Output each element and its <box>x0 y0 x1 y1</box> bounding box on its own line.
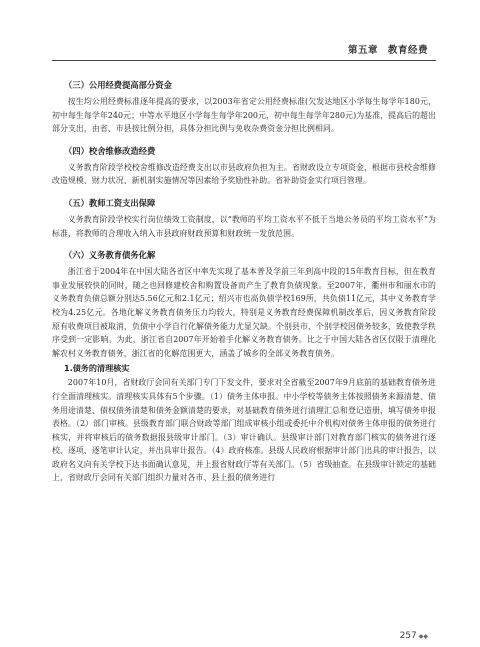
section-heading: （四）校舍维修改造经费 <box>64 145 156 156</box>
page-content <box>52 70 436 485</box>
page-footer <box>400 631 428 641</box>
header-rule <box>52 60 436 61</box>
paragraph: 浙江省于2004年在中国大陆各省区中率先实现了基本普及学前三年到高中段的15年教育目标，但在教育事业发展较快的同时，随之也回修建校舍和购置设备而产生了教育负债现象。至2007年，衢州市和丽水市的义务教育负债总额分别达5.56亿元和2.1亿元；绍兴市也高负债学校169所，共负债11亿元，其中义务教育学校为4.25亿元。各地化解义务教育债务压力均较大，特别是义务教育经费保障机制改革后，因义务教育阶段原有收费项目被取消，负债中小学自行化解债务能力尤显欠缺。个别县市、个别学校因债务较多，致使教学秩序受到一定影响。为此，浙江省自2007年开始着手化解义务教育债务。比之于中国大陆各省区仅限于清理化解农村义务教育债务，浙江省的化解范围更大，涵盖了城乡的全部义务教育债务。 <box>52 267 436 358</box>
paragraph: 2007年10月，省财政厅会同有关部门专门下发文件，要求对全省截至2007年9月底前的基础教育债务进行全面清理核实。清理核实具体有5个步骤。（1）债务主体申报。中小学校等债务主体按照债务来源清楚、债务用途清楚、债权债务清楚和债务金额清楚的要求，对基础教育债务进行清理汇总和登记造册，填写债务申报表格。（2）部门审核。县级教育部门联合财政等部门组成审核小组或委托中介机构对债务主体申报的债务进行核实，并将审核后的债务数据报县级审计部门。（3）审计确认。县级审计部门对教育部门核实的债务进行逐校、逐项、逐笔审计认定，并出具审计报告。（4）政府核准。县级人民政府根据审计部门出具的审计报告，以政府名义向有关学校下达书面确认意见，并上报省财政厅等有关部门。（5）省级抽查。在县级审计锁定的基础上，省财政厅会同有关部门组织力量对各市、县上报的债务进行 <box>52 378 436 483</box>
paragraph: 义务教育阶段学校校舍维修改造经费支出以市县政府负担为主。省财政设立专项资金，根据市县校舍维修改造规模、财力状况、新机制实施情况等因素给予奖励性补助。省补助资金实行项目管理。 <box>52 162 436 186</box>
footer-marks: ◆◆ <box>418 633 428 640</box>
section-heading: （六）义务教育债务化解 <box>64 250 156 261</box>
section-heading: （三）公用经费提高部分资金 <box>64 80 172 90</box>
paragraph: 义务教育阶段学校实行岗位绩效工资制度，以“教师的平均工资水平不低于当地公务员的平均工资水平”为标准，将教师的合理收入纳入市县政府财政预算和财政统一发放范围。 <box>52 214 436 238</box>
subsection-heading: 1.债务的清理核实 <box>64 363 130 374</box>
chapter-header: 第五章 教育经费 <box>347 45 428 56</box>
paragraph: 按生均公用经费标准逐年提高的要求，以2003年省定公用经费标准(欠发达地区小学每生每学年180元，初中每生每学年240元；中等水平地区小学每生每学年200元，初中每生每学年280元)为基准，提高后的超出部分支出，由省、市县按比例分担，具体分担比例与免收杂费资金分担比例相同。 <box>52 97 436 134</box>
page-number: 257 <box>399 631 417 641</box>
section-heading: （五）教师工资支出保障 <box>64 197 156 208</box>
